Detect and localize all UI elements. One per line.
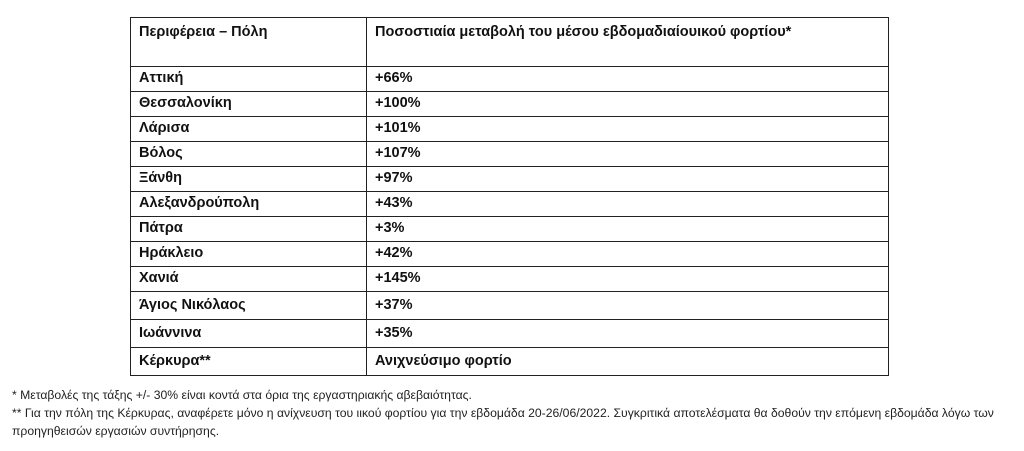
city-cell: Ξάνθη: [131, 167, 367, 192]
column-header-region-city: Περιφέρεια – Πόλη: [131, 18, 367, 67]
value-cell: +66%: [367, 67, 889, 92]
column-header-percent-change: Ποσοστιαία μεταβολή του μέσου εβδομαδιαίουικού φορτίου*: [367, 18, 889, 67]
city-cell: Χανιά: [131, 267, 367, 292]
table-row: [131, 217, 889, 242]
value-cell: +107%: [367, 142, 889, 167]
city-cell: Άγιος Νικόλαος: [131, 292, 367, 320]
table-row: [131, 92, 889, 117]
table-row: [131, 167, 889, 192]
city-cell: Ηράκλειο: [131, 242, 367, 267]
value-cell: +100%: [367, 92, 889, 117]
table-header-row: [131, 18, 889, 67]
city-cell: Αλεξανδρούπολη: [131, 192, 367, 217]
table-row: [131, 320, 889, 348]
table-row: [131, 192, 889, 217]
footnotes: [12, 386, 1017, 440]
table-row: [131, 67, 889, 92]
table-row: [131, 117, 889, 142]
footnote-uncertainty: * Μεταβολές της τάξης +/- 30% είναι κοντά στα όρια της εργαστηριακής αβεβαιότητας.: [12, 388, 472, 402]
viral-load-table: [130, 17, 889, 376]
city-cell: Θεσσαλονίκη: [131, 92, 367, 117]
table-row: [131, 348, 889, 376]
city-cell: Λάρισα: [131, 117, 367, 142]
value-cell: +145%: [367, 267, 889, 292]
city-cell: Βόλος: [131, 142, 367, 167]
city-cell: Ιωάννινα: [131, 320, 367, 348]
value-cell: +37%: [367, 292, 889, 320]
table-row: [131, 242, 889, 267]
value-cell: +3%: [367, 217, 889, 242]
value-cell: +35%: [367, 320, 889, 348]
value-cell: Ανιχνεύσιμο φορτίο: [367, 348, 889, 376]
value-cell: +42%: [367, 242, 889, 267]
footnote-kerkyra: ** Για την πόλη της Κέρκυρας, αναφέρετε μόνο η ανίχνευση του ιικού φορτίου για την εβδομάδα 20-26/06/2022. Συγκριτικά αποτελέσματα θα δοθούν την επόμενη εβδομάδα λόγω των προηγηθεισών εργασιών συντήρησης.: [12, 406, 994, 438]
city-cell: Κέρκυρα**: [131, 348, 367, 376]
value-cell: +97%: [367, 167, 889, 192]
value-cell: +43%: [367, 192, 889, 217]
table-row: [131, 142, 889, 167]
city-cell: Πάτρα: [131, 217, 367, 242]
table-row: [131, 292, 889, 320]
city-cell: Αττική: [131, 67, 367, 92]
table-row: [131, 267, 889, 292]
value-cell: +101%: [367, 117, 889, 142]
